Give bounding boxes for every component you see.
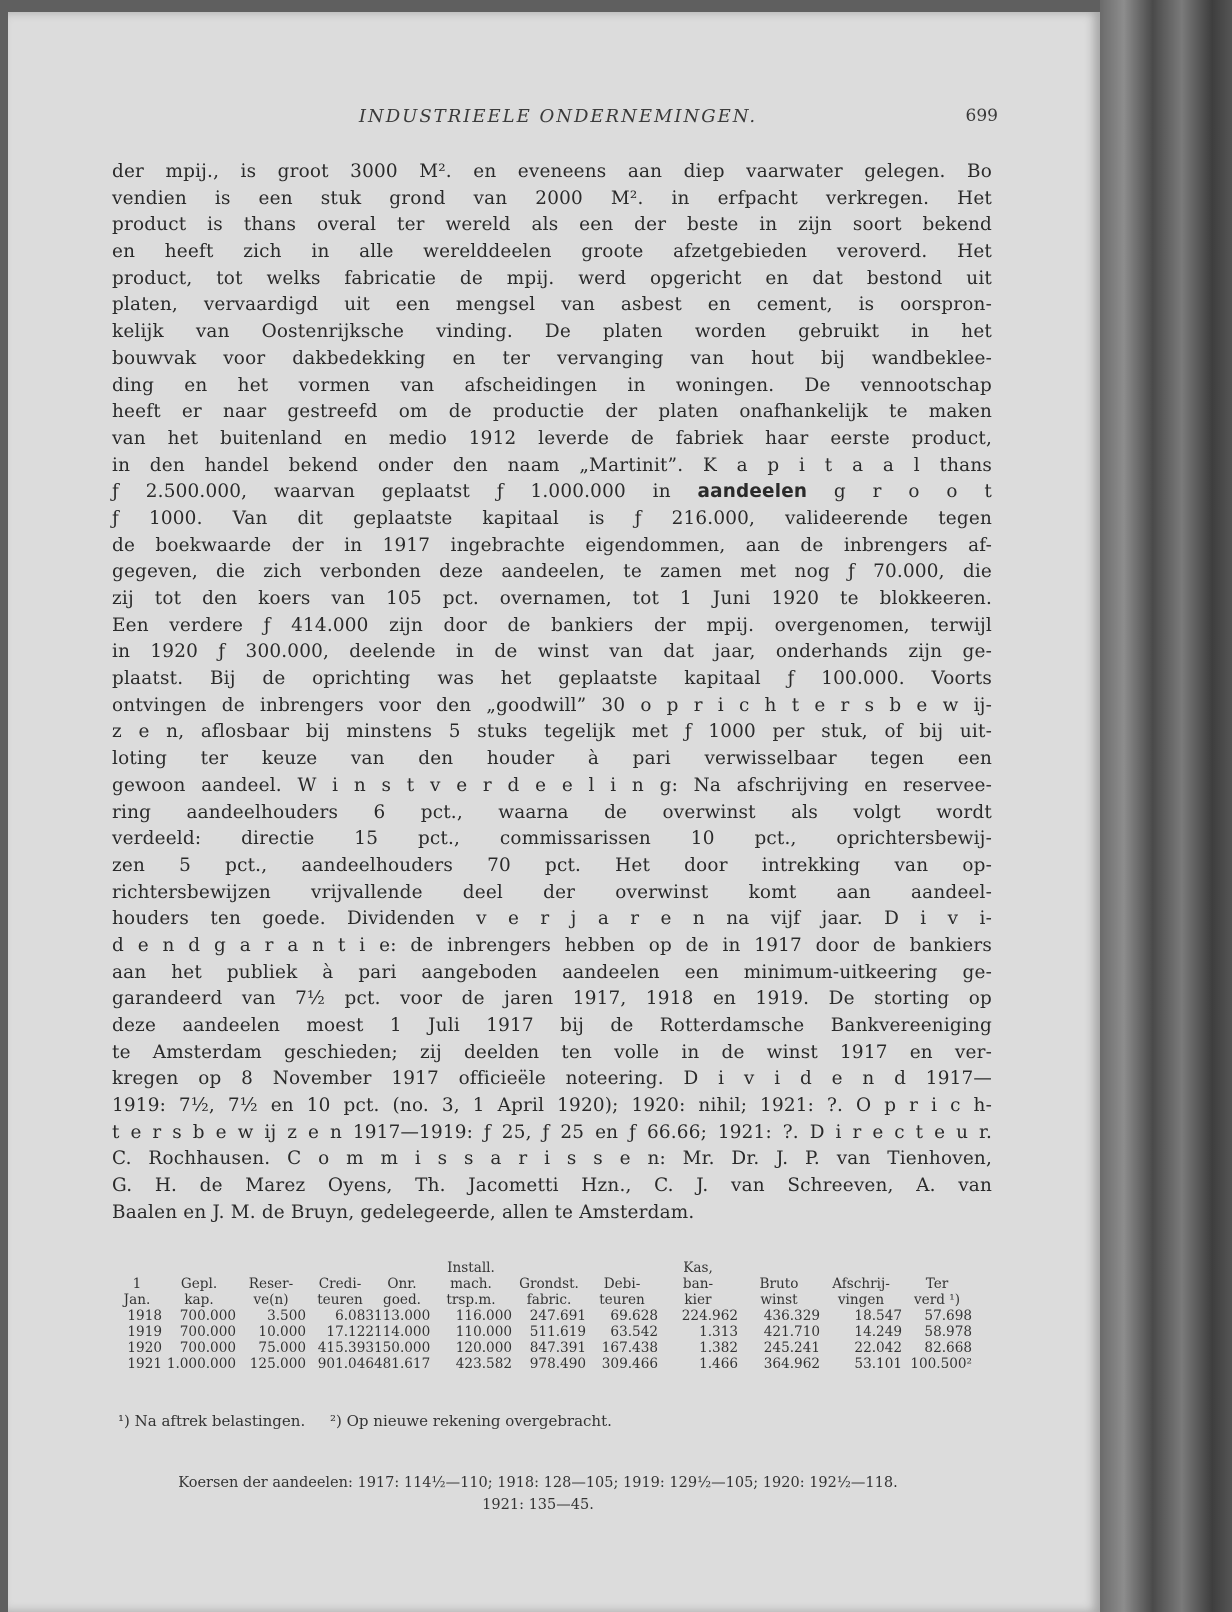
table-cell: winst bbox=[760, 1292, 798, 1308]
table-cell: ve(n) bbox=[253, 1292, 289, 1308]
text-line: houders ten goede. Dividenden v e r j a r e n na vijf jaar. D i v i- bbox=[112, 908, 992, 930]
table-cell: 120.000 bbox=[455, 1340, 512, 1356]
text-line: aan het publiek à pari aangeboden aandeelen een minimum-uitkeering ge- bbox=[112, 961, 992, 983]
table-cell: mach. bbox=[450, 1276, 492, 1292]
table-cell: 10.000 bbox=[258, 1324, 306, 1340]
footnotes bbox=[118, 1412, 632, 1430]
table-cell: 1.000.000 bbox=[166, 1356, 236, 1372]
table-cell bbox=[512, 1260, 586, 1276]
table-cell: Bruto bbox=[759, 1276, 799, 1292]
text-line: ding en het vormen van afscheidingen in woningen. De vennootschap bbox=[112, 374, 992, 396]
table-header-row bbox=[112, 1260, 992, 1276]
table-cell: kier bbox=[684, 1292, 712, 1308]
table-cell bbox=[162, 1260, 236, 1276]
table-cell: Credi- bbox=[318, 1276, 362, 1292]
table-cell: Reser- bbox=[248, 1276, 294, 1292]
table-cell: 700.000 bbox=[179, 1324, 236, 1340]
table-cell: 69.628 bbox=[610, 1308, 658, 1324]
text-line: loting ter keuze van den houder à pari verwisselbaar tegen een bbox=[112, 748, 992, 770]
table-cell: 1 bbox=[132, 1276, 142, 1292]
table-cell: 57.698 bbox=[924, 1308, 972, 1324]
text-line: verdeeld: directie 15 pct., commissarissen 10 pct., oprichtersbewij- bbox=[112, 828, 992, 850]
table-cell: 3.500 bbox=[267, 1308, 306, 1324]
table-cell: ban- bbox=[682, 1276, 714, 1292]
footnote-1: ¹) Na aftrek belastingen. bbox=[118, 1412, 306, 1430]
table-cell bbox=[236, 1260, 306, 1276]
table-cell: 110.000 bbox=[455, 1324, 512, 1340]
text-line: garandeerd van 7½ pct. voor de jaren 1917, 1918 en 1919. De storting op bbox=[112, 988, 992, 1010]
table-cell: 167.438 bbox=[601, 1340, 658, 1356]
table-cell: 245.241 bbox=[763, 1340, 820, 1356]
table-cell: kap. bbox=[184, 1292, 214, 1308]
table-cell: 6.083 bbox=[335, 1308, 374, 1324]
text-line: deze aandeelen moest 1 Juli 1917 bij de Rotterdamsche Bankvereeniging bbox=[112, 1015, 992, 1036]
body-text bbox=[112, 159, 992, 1227]
text-line: zen 5 pct., aandeelhouders 70 pct. Het door intrekking van op- bbox=[112, 854, 992, 876]
table-cell: 63.542 bbox=[610, 1324, 658, 1340]
table-cell: 75.000 bbox=[258, 1340, 306, 1356]
table-cell: 1921 bbox=[127, 1356, 162, 1372]
table-cell: 415.393 bbox=[317, 1340, 374, 1356]
table-cell bbox=[586, 1260, 658, 1276]
table-cell: 364.962 bbox=[763, 1356, 820, 1372]
running-header bbox=[118, 106, 998, 136]
text-line: ƒ 1000. Van dit geplaatste kapitaal is ƒ 216.000, valideerende tegen bbox=[112, 507, 992, 529]
text-fragment: g r o o t bbox=[807, 481, 992, 503]
table-cell: Gepl. bbox=[180, 1276, 218, 1292]
table-cell: 224.962 bbox=[681, 1308, 738, 1324]
table-cell: 82.668 bbox=[924, 1340, 972, 1356]
table-cell: Debi- bbox=[603, 1276, 641, 1292]
table-cell: 421.710 bbox=[763, 1324, 820, 1340]
page-number: 699 bbox=[965, 106, 998, 126]
table-cell: 113.000 bbox=[374, 1308, 431, 1324]
table-cell: teuren bbox=[599, 1292, 645, 1308]
table-cell: 58.978 bbox=[924, 1324, 972, 1340]
table-cell: 436.329 bbox=[763, 1308, 820, 1324]
table-cell: 1920 bbox=[127, 1340, 162, 1356]
table-cell: trsp.m. bbox=[446, 1292, 496, 1308]
text-line: ring aandeelhouders 6 pct., waarna de overwinst als volgt wordt bbox=[112, 801, 992, 823]
table-cell bbox=[902, 1260, 972, 1276]
table-cell bbox=[820, 1260, 902, 1276]
table-cell: fabric. bbox=[526, 1292, 572, 1308]
text-line: plaatst. Bij de oprichting was het geplaatste kapitaal ƒ 100.000. Voorts bbox=[112, 668, 992, 690]
text-line: in 1920 ƒ 300.000, deelende in de winst van dat jaar, onderhands zijn ge- bbox=[112, 641, 992, 663]
text-line: der mpij., is groot 3000 M². en eveneens aan diep vaarwater gelegen. Bo bbox=[112, 161, 992, 182]
document-page bbox=[8, 12, 1100, 1612]
text-line: 1919: 7½, 7½ en 10 pct. (no. 3, 1 April 1920); 1920: nihil; 1921: ?. O p r i c h- bbox=[112, 1095, 992, 1117]
text-line: vendien is een stuk grond van 2000 M². in erfpacht verkregen. Het bbox=[112, 187, 992, 209]
text-line: gegeven, die zich verbonden deze aandeelen, te zamen met nog ƒ 70.000, die bbox=[112, 561, 992, 583]
table-cell: 116.000 bbox=[455, 1308, 512, 1324]
table-cell: teuren bbox=[317, 1292, 363, 1308]
text-line: te Amsterdam geschieden; zij deelden ten volle in de winst 1917 en ver- bbox=[112, 1041, 992, 1063]
text-fragment: ƒ 2.500.000, waarvan geplaatst ƒ 1.000.000 in bbox=[112, 481, 698, 503]
text-line bbox=[112, 479, 992, 506]
text-line: ontvingen de inbrengers voor den „goodwill” 30 o p r i c h t e r s b e w ij- bbox=[112, 694, 992, 716]
table-cell: Kas, bbox=[683, 1260, 713, 1276]
table-cell: 53.101 bbox=[854, 1356, 902, 1372]
table-cell bbox=[374, 1260, 430, 1276]
table-cell: 125.000 bbox=[249, 1356, 306, 1372]
financial-table bbox=[112, 1260, 992, 1372]
table-header-row bbox=[112, 1276, 992, 1292]
page-title: INDUSTRIEELE ONDERNEMINGEN. bbox=[358, 106, 758, 127]
text-line: t e r s b e w ij z e n 1917—1919: ƒ 25, ƒ 25 en ƒ 66.66; 1921: ?. D i r e c t e u r. bbox=[112, 1121, 992, 1143]
text-line: Baalen en J. M. de Bruyn, gedelegeerde, allen te Amsterdam. bbox=[112, 1201, 695, 1223]
table-cell: vingen bbox=[837, 1292, 885, 1308]
table-cell: 150.000 bbox=[374, 1340, 431, 1356]
table-cell: Afschrij- bbox=[832, 1276, 890, 1292]
footnote-2: ²) Op nieuwe rekening overgebracht. bbox=[330, 1412, 612, 1430]
table-cell: verd ¹) bbox=[914, 1292, 960, 1308]
table-cell: 700.000 bbox=[179, 1308, 236, 1324]
table-cell: 978.490 bbox=[529, 1356, 586, 1372]
table-row bbox=[112, 1340, 992, 1356]
table-cell: 100.500² bbox=[910, 1356, 972, 1372]
text-line: platen, vervaardigd uit een mengsel van asbest en cement, is oorspron- bbox=[112, 294, 992, 316]
table-row bbox=[112, 1324, 992, 1340]
table-cell: 14.249 bbox=[854, 1324, 902, 1340]
table-cell: Ter bbox=[925, 1276, 949, 1292]
table-cell: Onr. bbox=[387, 1276, 417, 1292]
table-cell: 1.466 bbox=[699, 1356, 738, 1372]
text-line: G. H. de Marez Oyens, Th. Jacometti Hzn., C. J. van Schreeven, A. van bbox=[112, 1175, 992, 1197]
table-cell: 700.000 bbox=[179, 1340, 236, 1356]
table-cell: 481.617 bbox=[374, 1356, 431, 1372]
table-cell: Grondst. bbox=[519, 1276, 579, 1292]
text-line: product is thans overal ter wereld als een der beste in zijn soort bekend bbox=[112, 214, 992, 236]
quotations-line-2: 1921: 135—45. bbox=[482, 1497, 594, 1513]
text-line: z e n, aflosbaar bij minstens 5 stuks tegelijk met ƒ 1000 per stuk, of bij uit- bbox=[112, 721, 992, 743]
text-line: heeft er naar gestreefd om de productie der platen onafhankelijk te maken bbox=[112, 401, 992, 423]
text-line: product, tot welks fabricatie de mpij. werd opgericht en dat bestond uit bbox=[112, 267, 992, 289]
text-line: en heeft zich in alle werelddeelen groote afzetgebieden veroverd. Het bbox=[112, 241, 992, 263]
book-spine bbox=[1100, 0, 1232, 1612]
table-cell: 18.547 bbox=[854, 1308, 902, 1324]
table-cell: 247.691 bbox=[529, 1308, 586, 1324]
text-line: bouwvak voor dakbedekking en ter vervanging van hout bij wandbeklee- bbox=[112, 347, 992, 369]
table-cell: 1.382 bbox=[699, 1340, 738, 1356]
table-row bbox=[112, 1308, 992, 1324]
table-cell: 17.122 bbox=[326, 1324, 374, 1340]
table-cell: 847.391 bbox=[529, 1340, 586, 1356]
quotations-line-1: Koersen der aandeelen: 1917: 114½—110; 1918: 128—105; 1919: 129½—105; 1920: 192½—118. bbox=[178, 1475, 898, 1491]
table-cell: 423.582 bbox=[455, 1356, 512, 1372]
text-line: richtersbewijzen vrijvallende deel der overwinst komt aan aandeel- bbox=[112, 881, 992, 903]
text-line: gewoon aandeel. W i n s t v e r d e e l i n g: Na afschrijving en reservee- bbox=[112, 774, 992, 796]
table-cell bbox=[738, 1260, 820, 1276]
bold-keyword: aandeelen bbox=[697, 481, 808, 503]
table-cell: 1918 bbox=[127, 1308, 162, 1324]
table-cell: 901.046 bbox=[317, 1356, 374, 1372]
table-cell: 1.313 bbox=[699, 1324, 738, 1340]
share-quotations bbox=[118, 1472, 958, 1516]
table-row bbox=[112, 1356, 992, 1372]
text-line: van het buitenland en medio 1912 leverde de fabriek haar eerste product, bbox=[112, 427, 992, 449]
text-line: de boekwaarde der in 1917 ingebrachte eigendommen, aan de inbrengers af- bbox=[112, 534, 992, 556]
text-line: Een verdere ƒ 414.000 zijn door de bankiers der mpij. overgenomen, terwijl bbox=[112, 614, 992, 636]
table-cell: goed. bbox=[383, 1292, 421, 1308]
table-header-row bbox=[112, 1292, 992, 1308]
table-cell bbox=[306, 1260, 374, 1276]
table-cell: 1919 bbox=[127, 1324, 162, 1340]
text-line: d e n d g a r a n t i e: de inbrengers hebben op de in 1917 door de bankiers bbox=[112, 934, 992, 956]
text-line: in den handel bekend onder den naam „Martinit”. K a p i t a a l thans bbox=[112, 454, 992, 476]
text-line: kelijk van Oostenrijksche vinding. De platen worden gebruikt in het bbox=[112, 321, 992, 343]
text-line: zij tot den koers van 105 pct. overnamen, tot 1 Juni 1920 te blokkeeren. bbox=[112, 588, 992, 609]
table-cell: Jan. bbox=[123, 1292, 151, 1308]
table-cell: 114.000 bbox=[374, 1324, 431, 1340]
text-line: C. Rochhausen. C o m m i s s a r i s s e n: Mr. Dr. J. P. van Tienhoven, bbox=[112, 1148, 992, 1170]
table-cell: Install. bbox=[447, 1260, 495, 1276]
table-cell bbox=[112, 1260, 162, 1276]
text-line: kregen op 8 November 1917 officieële noteering. D i v i d e n d 1917— bbox=[112, 1068, 992, 1090]
table-cell: 309.466 bbox=[601, 1356, 658, 1372]
table-cell: 511.619 bbox=[529, 1324, 586, 1340]
table-cell: 22.042 bbox=[854, 1340, 902, 1356]
